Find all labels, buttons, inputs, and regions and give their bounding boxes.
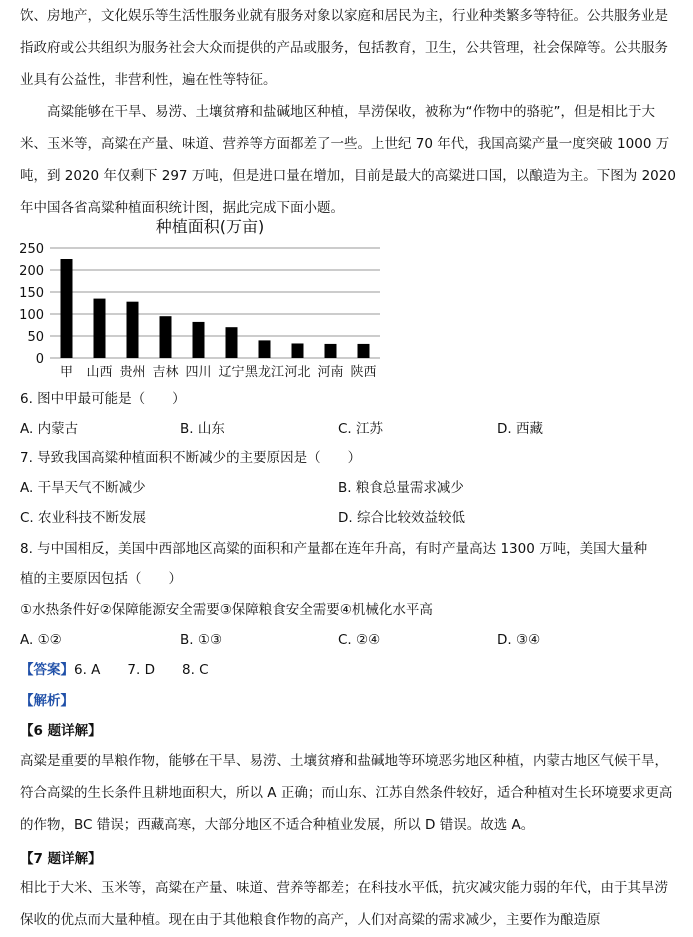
chart-title: 种植面积(万亩)	[155, 217, 265, 236]
y-tick-label-250: 250	[19, 242, 44, 257]
q7-option-d: D. 综合比较效益较低	[338, 510, 465, 526]
analysis-label	[20, 691, 74, 711]
answer-label: 【答案】	[20, 662, 74, 678]
y-tick-label-200: 200	[19, 264, 44, 279]
intro-paragraph: 饮、房地产，文化娱乐等生活性服务业就有服务对象以家庭和居民为主，行业种类繁多等特征。公共服务业是指政府或公共组织为服务社会大众而提供的产品或服务，包括教育，卫生，公共管理，社会保障等。公共服务业具有公益性，非营利性，遍在性等特征。	[20, 8, 668, 88]
q6-option-d: D. 西藏	[497, 421, 543, 437]
x-tick-label-河南: 河南	[317, 365, 344, 380]
y-tick-label-50: 50	[27, 330, 44, 345]
detail7-label: 【7 题详解】	[20, 851, 102, 867]
x-tick-label-贵州: 贵州	[119, 365, 146, 380]
y-tick-label-150: 150	[19, 286, 44, 301]
x-tick-label-四川: 四川	[185, 365, 212, 380]
bar-河南	[325, 344, 337, 358]
detail6-text: 高粱是重要的旱粮作物，能够在干旱、易涝、土壤贫瘠和盐碱地等环境恶劣地区种植，内蒙古地区气候干旱，符合高粱的生长条件且耕地面积大，所以 A 正确；而山东、江苏自然条件较好，适合种植对生长环境要求更高的作物，BC 错误；西藏高寒，大部分地区不适合种植业发展，所以 D 错误。故选 A。	[20, 753, 673, 833]
y-tick-label-0: 0	[35, 352, 44, 367]
q8-option-c: C. ②④	[338, 632, 381, 648]
q7-stem: 7. 导致我国高粱种植面积不断减少的主要原因是（ ）	[20, 450, 362, 466]
q8-stem-line2: 植的主要原因包括（ ）	[20, 571, 182, 587]
bar-四川	[193, 322, 205, 358]
q8-option-b: B. ①③	[180, 632, 223, 648]
answer-line	[20, 660, 209, 680]
q6-option-c: C. 江苏	[338, 421, 384, 437]
bar-贵州	[127, 302, 139, 358]
y-tick-label-100: 100	[19, 308, 44, 323]
detail7-text: 相比于大米、玉米等，高粱在产量、味道、营养等都差；在科技水平低，抗灾减灾能力弱的年代，由于其旱涝保收的优点而大量种植。现在由于其他粮食作物的高产，人们对高粱的需求减少，主要作为酿造原	[20, 880, 668, 928]
bar-河北	[292, 343, 304, 358]
x-tick-label-吉林: 吉林	[152, 365, 179, 380]
answer-text: 6. A 7. D 8. C	[74, 662, 209, 678]
bar-山西	[94, 299, 106, 358]
x-tick-label-陕西: 陕西	[350, 365, 377, 380]
x-tick-label-山西: 山西	[86, 365, 113, 380]
bar-陕西	[358, 344, 370, 358]
bar-吉林	[160, 316, 172, 358]
bar-chart-svg	[14, 214, 394, 384]
sorghum-area-chart	[14, 214, 394, 384]
detail6-label: 【6 题详解】	[20, 723, 102, 739]
q8-option-a: A. ①②	[20, 632, 62, 648]
analysis-label-text: 【解析】	[20, 693, 74, 709]
q6-stem: 6. 图中甲最可能是（ ）	[20, 391, 186, 407]
q6-option-b: B. 山东	[180, 421, 225, 437]
bar-甲	[61, 259, 73, 358]
x-tick-label-黑龙江: 黑龙江	[244, 365, 285, 380]
q8-stem-line1: 8. 与中国相反，美国中西部地区高粱的面积和产量都在连年升高，有时产量高达 1300 万吨，美国大量种	[20, 541, 648, 557]
q6-option-a: A. 内蒙古	[20, 421, 79, 437]
q7-option-a: A. 干旱天气不断减少	[20, 480, 146, 496]
x-tick-label-河北: 河北	[284, 365, 311, 380]
q7-option-b: B. 粮食总量需求减少	[338, 480, 464, 496]
bar-黑龙江	[259, 340, 271, 358]
x-tick-label-辽宁: 辽宁	[218, 365, 245, 380]
bar-辽宁	[226, 327, 238, 358]
q8-statements: ①水热条件好②保障能源安全需要③保障粮食安全需要④机械化水平高	[20, 602, 433, 618]
passage-paragraph: 高粱能够在干旱、易涝、土壤贫瘠和盐碱地区种植，旱涝保收，被称为“作物中的骆驼”，但是相比于大米、玉米等，高粱在产量、味道、营养等方面都差了一些。上世纪 70 年代，我国高粱产量一度突破 1000 万吨，到 2020 年仅剩下 297 万吨，但是进口量在增加，目前是最大的高粱进口国，以酿造为主。下图为 2020 年中国各省高粱种植面积统计图，据此完成下面小题。	[20, 104, 676, 216]
x-tick-label-甲: 甲	[59, 365, 74, 380]
q7-option-c: C. 农业科技不断发展	[20, 510, 147, 526]
q8-option-d: D. ③④	[497, 632, 541, 648]
